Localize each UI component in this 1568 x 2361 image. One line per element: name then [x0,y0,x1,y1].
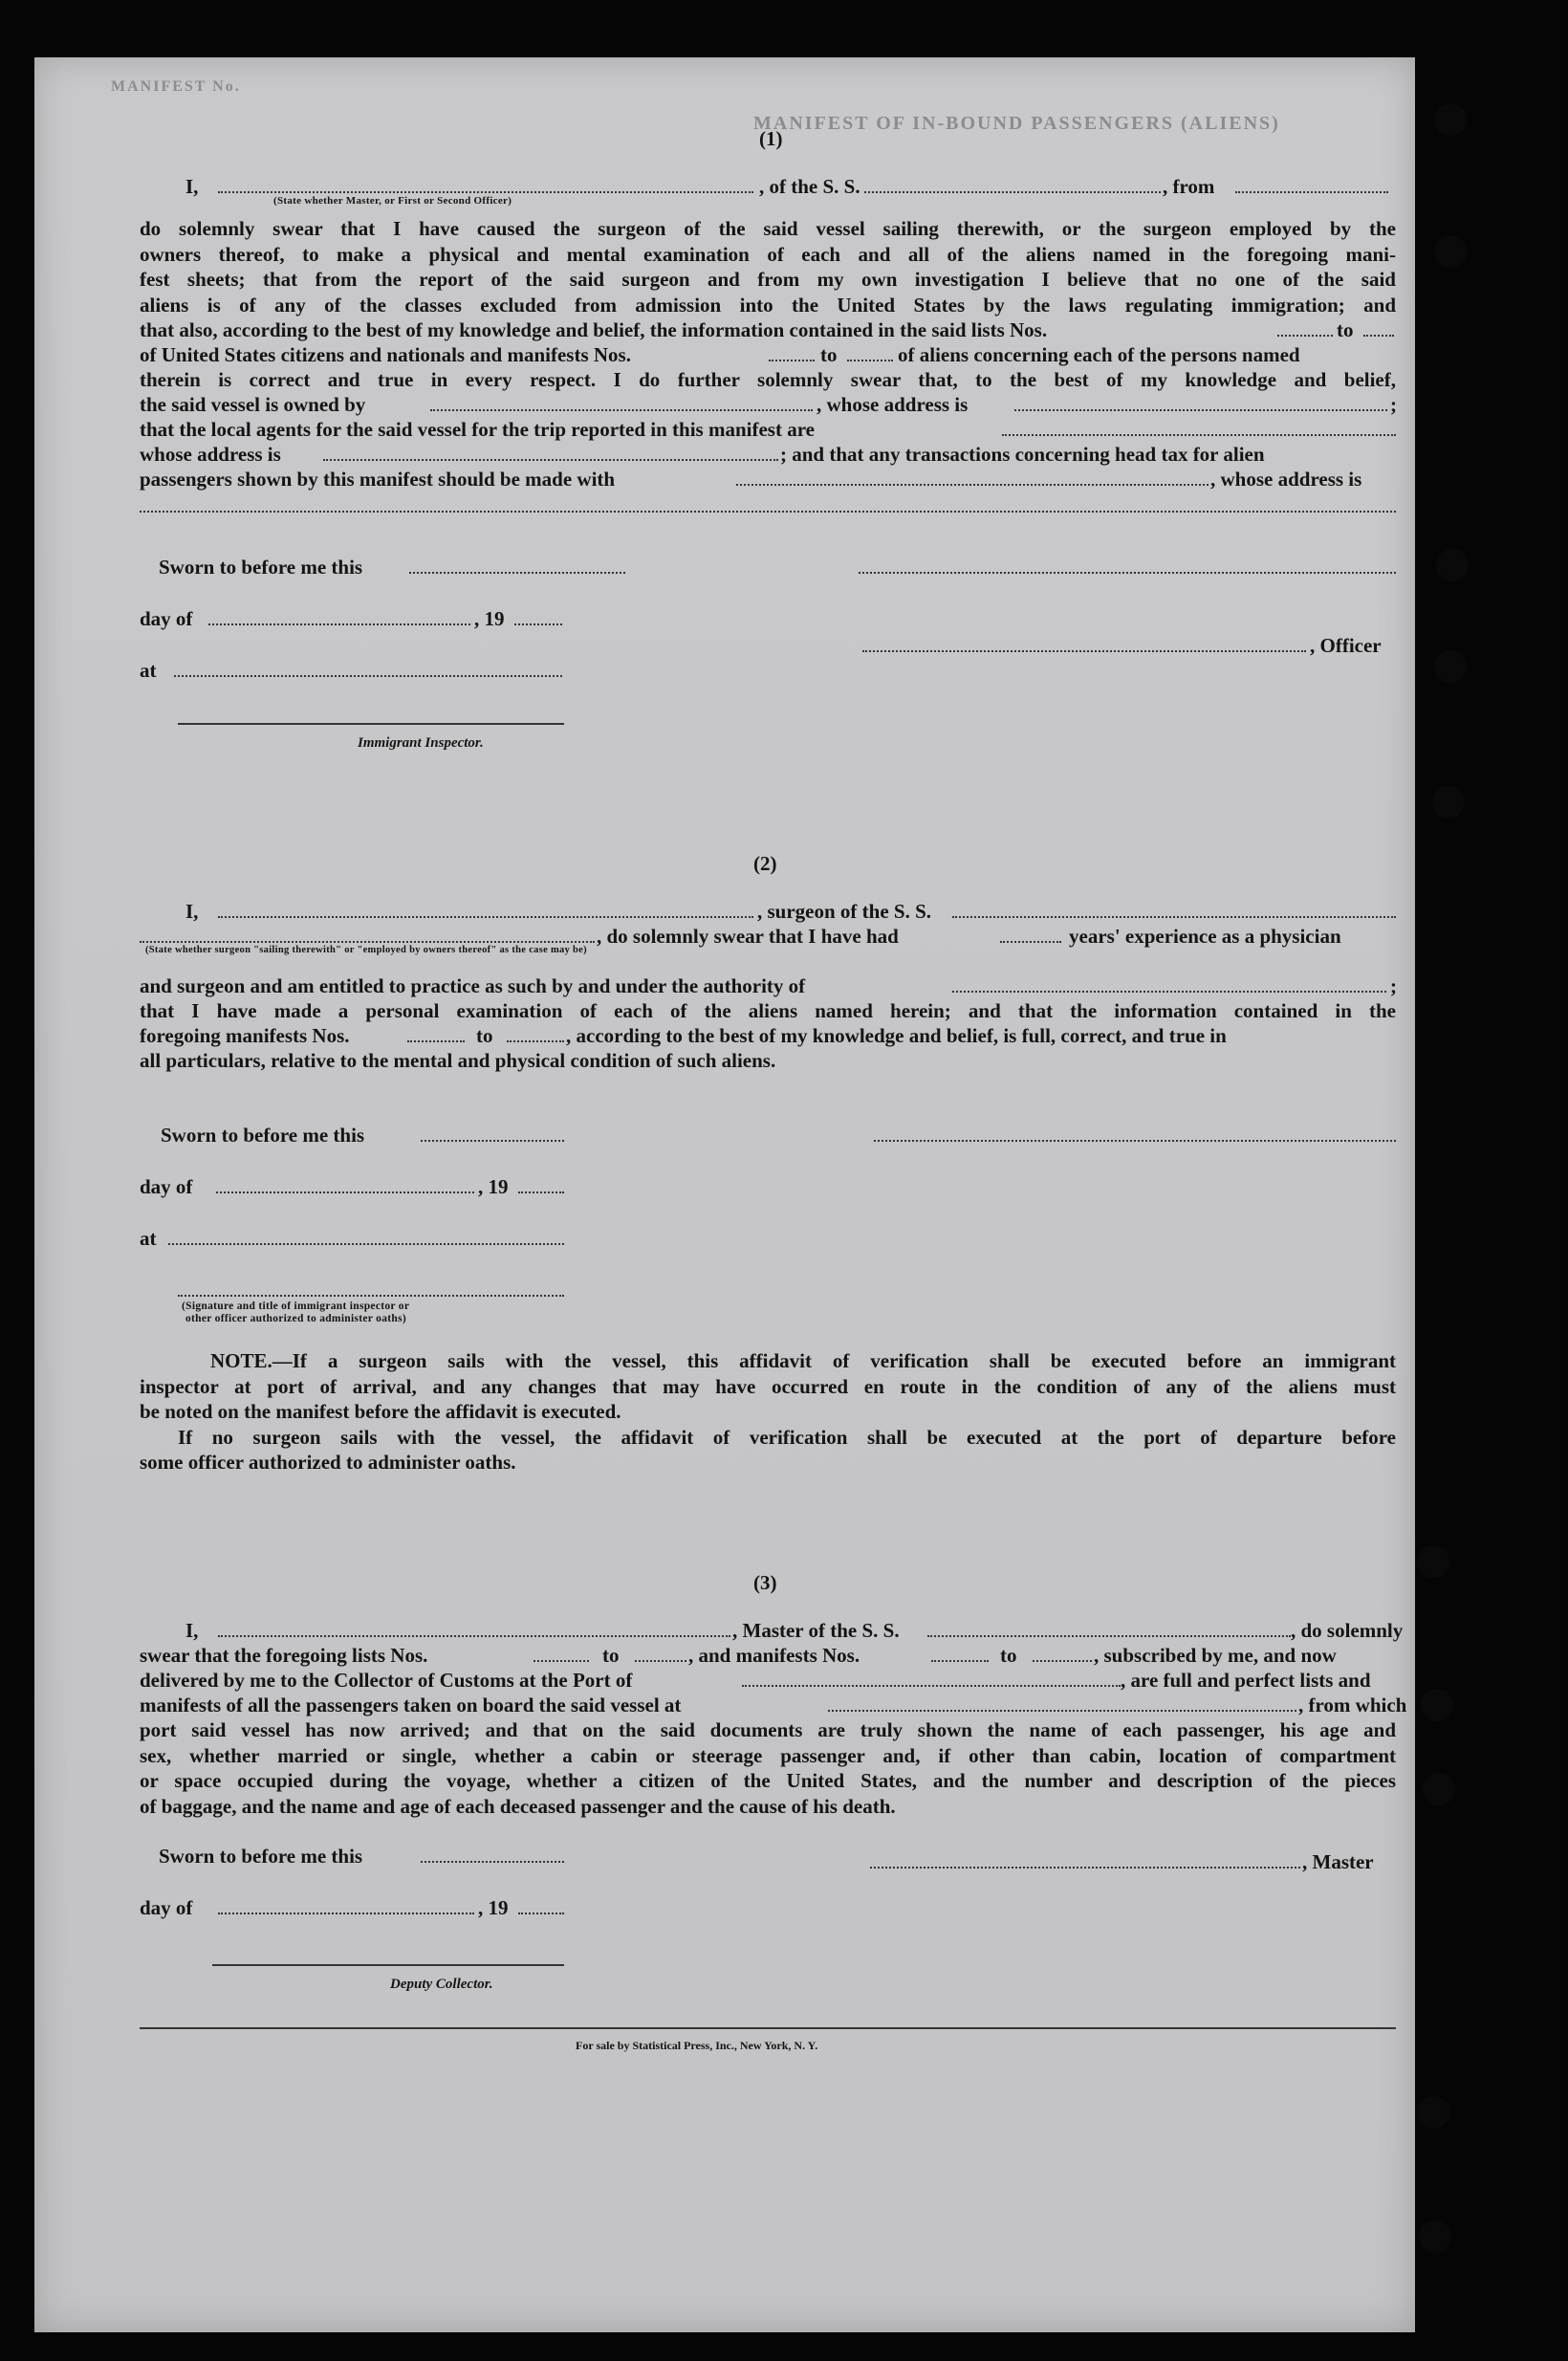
s1-line-4: aliens is of any of the classes excluded from admission into the United States by the laws regulating immigration; and [140,293,1396,317]
s1-at: at [140,659,157,682]
note-block [140,1348,1396,1476]
s3-master-sign-line[interactable] [870,1867,1300,1869]
punch-hole [1417,1545,1449,1578]
section-2-heading: (2) [753,852,777,875]
s2-sworn-field[interactable] [421,1140,564,1142]
s3-from-which: , from which [1298,1694,1407,1716]
s1-line-7: therein is correct and true in every respect. I do further solemnly swear that, to the best of my knowledge and belief, [140,368,1396,391]
s2-years-field[interactable] [1000,941,1061,943]
s1-line-9: that the local agents for the said vessel for the trip reported in this manifest are [140,418,815,441]
s3-master-of: , Master of the S. S. [732,1619,900,1642]
s1-officer-caption: (State whether Master, or First or Second Officer) [273,195,512,207]
s1-owner-address-field[interactable] [1014,409,1387,411]
s1-head-tax-address-field[interactable] [140,511,1396,513]
s3-ship-field[interactable] [927,1635,1291,1637]
s2-day-of: day of [140,1175,193,1198]
s2-to: to [476,1024,493,1047]
s1-owner-address-label: , whose address is [817,393,969,416]
s3-line-6: sex, whether married or single, whether a cabin or steerage passenger and, if other than cabin, location of compartment [140,1743,1396,1767]
s3-day-field[interactable] [218,1913,474,1914]
s1-line5-to: to [1337,318,1354,341]
punch-hole [1436,549,1469,581]
s3-swear-lists: swear that the foregoing lists Nos. [140,1644,428,1667]
s3-manifests-from-field[interactable] [931,1660,989,1662]
s1-of-ss: , of the S. S. [759,175,860,198]
s3-sworn-field[interactable] [421,1861,564,1863]
s1-officer-name-field[interactable] [862,650,1306,652]
s1-at-field[interactable] [174,675,562,677]
s3-body [140,1717,1396,1819]
s1-lists-to-field[interactable] [1363,335,1394,337]
s1-officer-label: , Officer [1310,634,1382,657]
s2-surgeon-caption: (State whether surgeon "sailing therewith" or "employed by owners thereof" as the case may be) [145,945,587,955]
s2-sworn: Sworn to before me this [161,1124,365,1147]
s2-manifests-from-field[interactable] [407,1040,465,1042]
footer-text: For sale by Statistical Press, Inc., New York, N. Y. [576,2039,818,2052]
s1-owner-field[interactable] [430,409,813,411]
section-3-heading: (3) [753,1571,777,1594]
faint-manifest-no: MANIFEST No. [111,78,241,95]
s2-foregoing: foregoing manifests Nos. [140,1024,350,1047]
s1-officer-field[interactable] [218,191,753,193]
s3-do-solemnly: , do solemnly [1291,1619,1404,1642]
manifest-affidavit-page [34,57,1415,2332]
s2-authority: and surgeon and am entitled to practice as such by and under the authority of [140,974,806,997]
s1-line-6: of United States citizens and nationals and manifests Nos. [140,343,631,366]
s1-head-tax: ; and that any transactions concerning head tax for alien [780,443,1265,466]
s3-year-field[interactable] [518,1913,564,1914]
s2-sig-caption-2: other officer authorized to administer oaths) [185,1313,407,1324]
s1-line-5: that also, according to the best of my knowledge and belief, the information contained in the said lists Nos. [140,318,1048,341]
s1-inspector-caption: Immigrant Inspector. [358,735,484,751]
s2-ship-field[interactable] [952,916,1396,918]
punch-hole [1432,786,1465,819]
note-line-3: be noted on the manifest before the affidavit is executed. [140,1400,621,1423]
s2-i: I, [185,900,199,923]
s2-according: , according to the best of my knowledge and belief, is full, correct, and true in [566,1024,1227,1047]
s2-years: years' experience as a physician [1069,925,1341,948]
s1-manifests-from-field[interactable] [769,360,815,361]
s1-day-of: day of [140,607,193,630]
section-1-heading: (1) [759,127,783,150]
s2-day-field[interactable] [216,1191,474,1193]
s3-subscribed: , subscribed by me, and now [1094,1644,1337,1667]
s1-line6-to: to [820,343,838,366]
s3-to-2: to [1000,1644,1017,1667]
s1-sworn-field[interactable] [409,572,625,574]
s2-at: at [140,1227,157,1250]
s3-master-label: , Master [1302,1850,1374,1873]
s3-i: I, [185,1619,199,1642]
footer-rule [140,2027,1396,2029]
s1-line-8: the said vessel is owned by [140,393,366,416]
s2-surgeon-sign-line[interactable] [874,1140,1396,1142]
s3-to-1: to [602,1644,620,1667]
s1-line-10: whose address is [140,443,281,466]
s1-whose-address-2: , whose address is [1210,468,1362,491]
s3-full-perfect: , are full and perfect lists and [1121,1669,1371,1692]
s3-line-7: or space occupied during the voyage, whether a citizen of the United States, and the number and description of the pieces [140,1769,1396,1792]
note-line-4: If no surgeon sails with the vessel, the affidavit of verification shall be executed at the port of departure before [178,1425,1396,1449]
s2-year-field[interactable] [518,1191,564,1193]
punch-hole [1423,1773,1455,1805]
s2-authority-field[interactable] [952,991,1386,993]
s3-line-5: port said vessel has now arrived; and that on the said documents are truly shown the name of each passenger, his age and [140,1718,1396,1741]
s2-status-field[interactable] [140,941,595,943]
s2-line-3: that I have made a personal examination of each of the aliens named herein; and that the information contained in the [140,999,1396,1022]
s1-of-aliens: of aliens concerning each of the persons named [898,343,1300,366]
s1-line-1: do solemnly swear that I have caused the surgeon of the said vessel sailing therewith, or the surgeon employed by the [140,217,1396,240]
punch-hole [1434,235,1467,268]
s1-body [140,216,1396,317]
s1-i: I, [185,175,199,198]
s1-day-field[interactable] [208,623,470,625]
note-line-1: NOTE.—If a surgeon sails with the vessel, this affidavit of verification shall be executed before an immigrant [210,1349,1396,1372]
s3-line-8: of baggage, and the name and age of each deceased passenger and the cause of his death. [140,1794,896,1818]
s3-manifests-of: manifests of all the passengers taken on board the said vessel at [140,1694,682,1716]
s2-inspector-sign-line[interactable] [178,1295,564,1297]
s2-manifests-to-field[interactable] [507,1040,564,1042]
s2-surgeon-of: , surgeon of the S. S. [757,900,932,923]
punch-hole [1417,2096,1449,2129]
s1-sworn: Sworn to before me this [159,556,363,579]
s2-swear: , do solemnly swear that I have had [597,925,899,948]
s1-agents-address-field[interactable] [323,459,778,461]
s3-deputy-sign-line[interactable] [212,1964,564,1966]
s3-nineteen: , 19 [478,1896,509,1919]
faint-header-text: MANIFEST OF IN-BOUND PASSENGERS (ALIENS) [753,113,1280,134]
s1-officer-sign-line[interactable] [859,572,1396,574]
s1-year-field[interactable] [514,623,562,625]
punch-hole [1421,1689,1453,1721]
s2-semicolon: ; [1390,974,1397,997]
s1-head-tax-field[interactable] [736,484,1209,486]
s1-inspector-sign-line[interactable] [178,723,564,725]
s3-name-field[interactable] [218,1635,730,1637]
s1-lists-from-field[interactable] [1277,335,1333,337]
s2-line-5: all particulars, relative to the mental and physical condition of such aliens. [140,1049,776,1072]
s2-nineteen: , 19 [478,1175,509,1198]
s3-day-of: day of [140,1896,193,1919]
s1-line-11: passengers shown by this manifest should be made with [140,468,616,491]
s3-lists-to-field[interactable] [635,1660,686,1662]
s3-and-manifests: , and manifests Nos. [688,1644,860,1667]
s2-name-field[interactable] [218,916,753,918]
s3-manifests-to-field[interactable] [1033,1660,1092,1662]
s1-manifests-to-field[interactable] [847,360,893,361]
note-line-2: inspector at port of arrival, and any changes that may have occurred en route in the condition of any of the aliens must [140,1374,1396,1398]
s2-at-field[interactable] [168,1243,564,1245]
s3-sworn: Sworn to before me this [159,1845,363,1868]
punch-hole [1419,2220,1451,2253]
s3-port-field[interactable] [742,1685,1121,1687]
s1-agents-field[interactable] [1002,434,1396,436]
s1-from: , from [1163,175,1215,198]
s1-ship-field[interactable] [864,191,1161,193]
s1-nineteen: , 19 [474,607,505,630]
note-line-5: some officer authorized to administer oaths. [140,1451,516,1474]
s1-line-2: owners thereof, to make a physical and mental examination of each and all of the aliens named in the foregoing mani- [140,242,1396,266]
s3-embark-port-field[interactable] [828,1710,1296,1712]
s3-delivered: delivered by me to the Collector of Customs at the Port of [140,1669,633,1692]
punch-hole [1434,103,1467,136]
punch-hole [1434,650,1467,683]
s1-semicolon: ; [1390,393,1397,416]
s1-from-field[interactable] [1235,191,1388,193]
s3-lists-from-field[interactable] [534,1660,589,1662]
s1-line-3: fest sheets; that from the report of the said surgeon and from my own investigation I believe that no one of the said [140,268,1396,291]
s3-deputy-caption: Deputy Collector. [390,1977,493,1992]
s2-sig-caption-1: (Signature and title of immigrant inspector or [182,1301,410,1312]
